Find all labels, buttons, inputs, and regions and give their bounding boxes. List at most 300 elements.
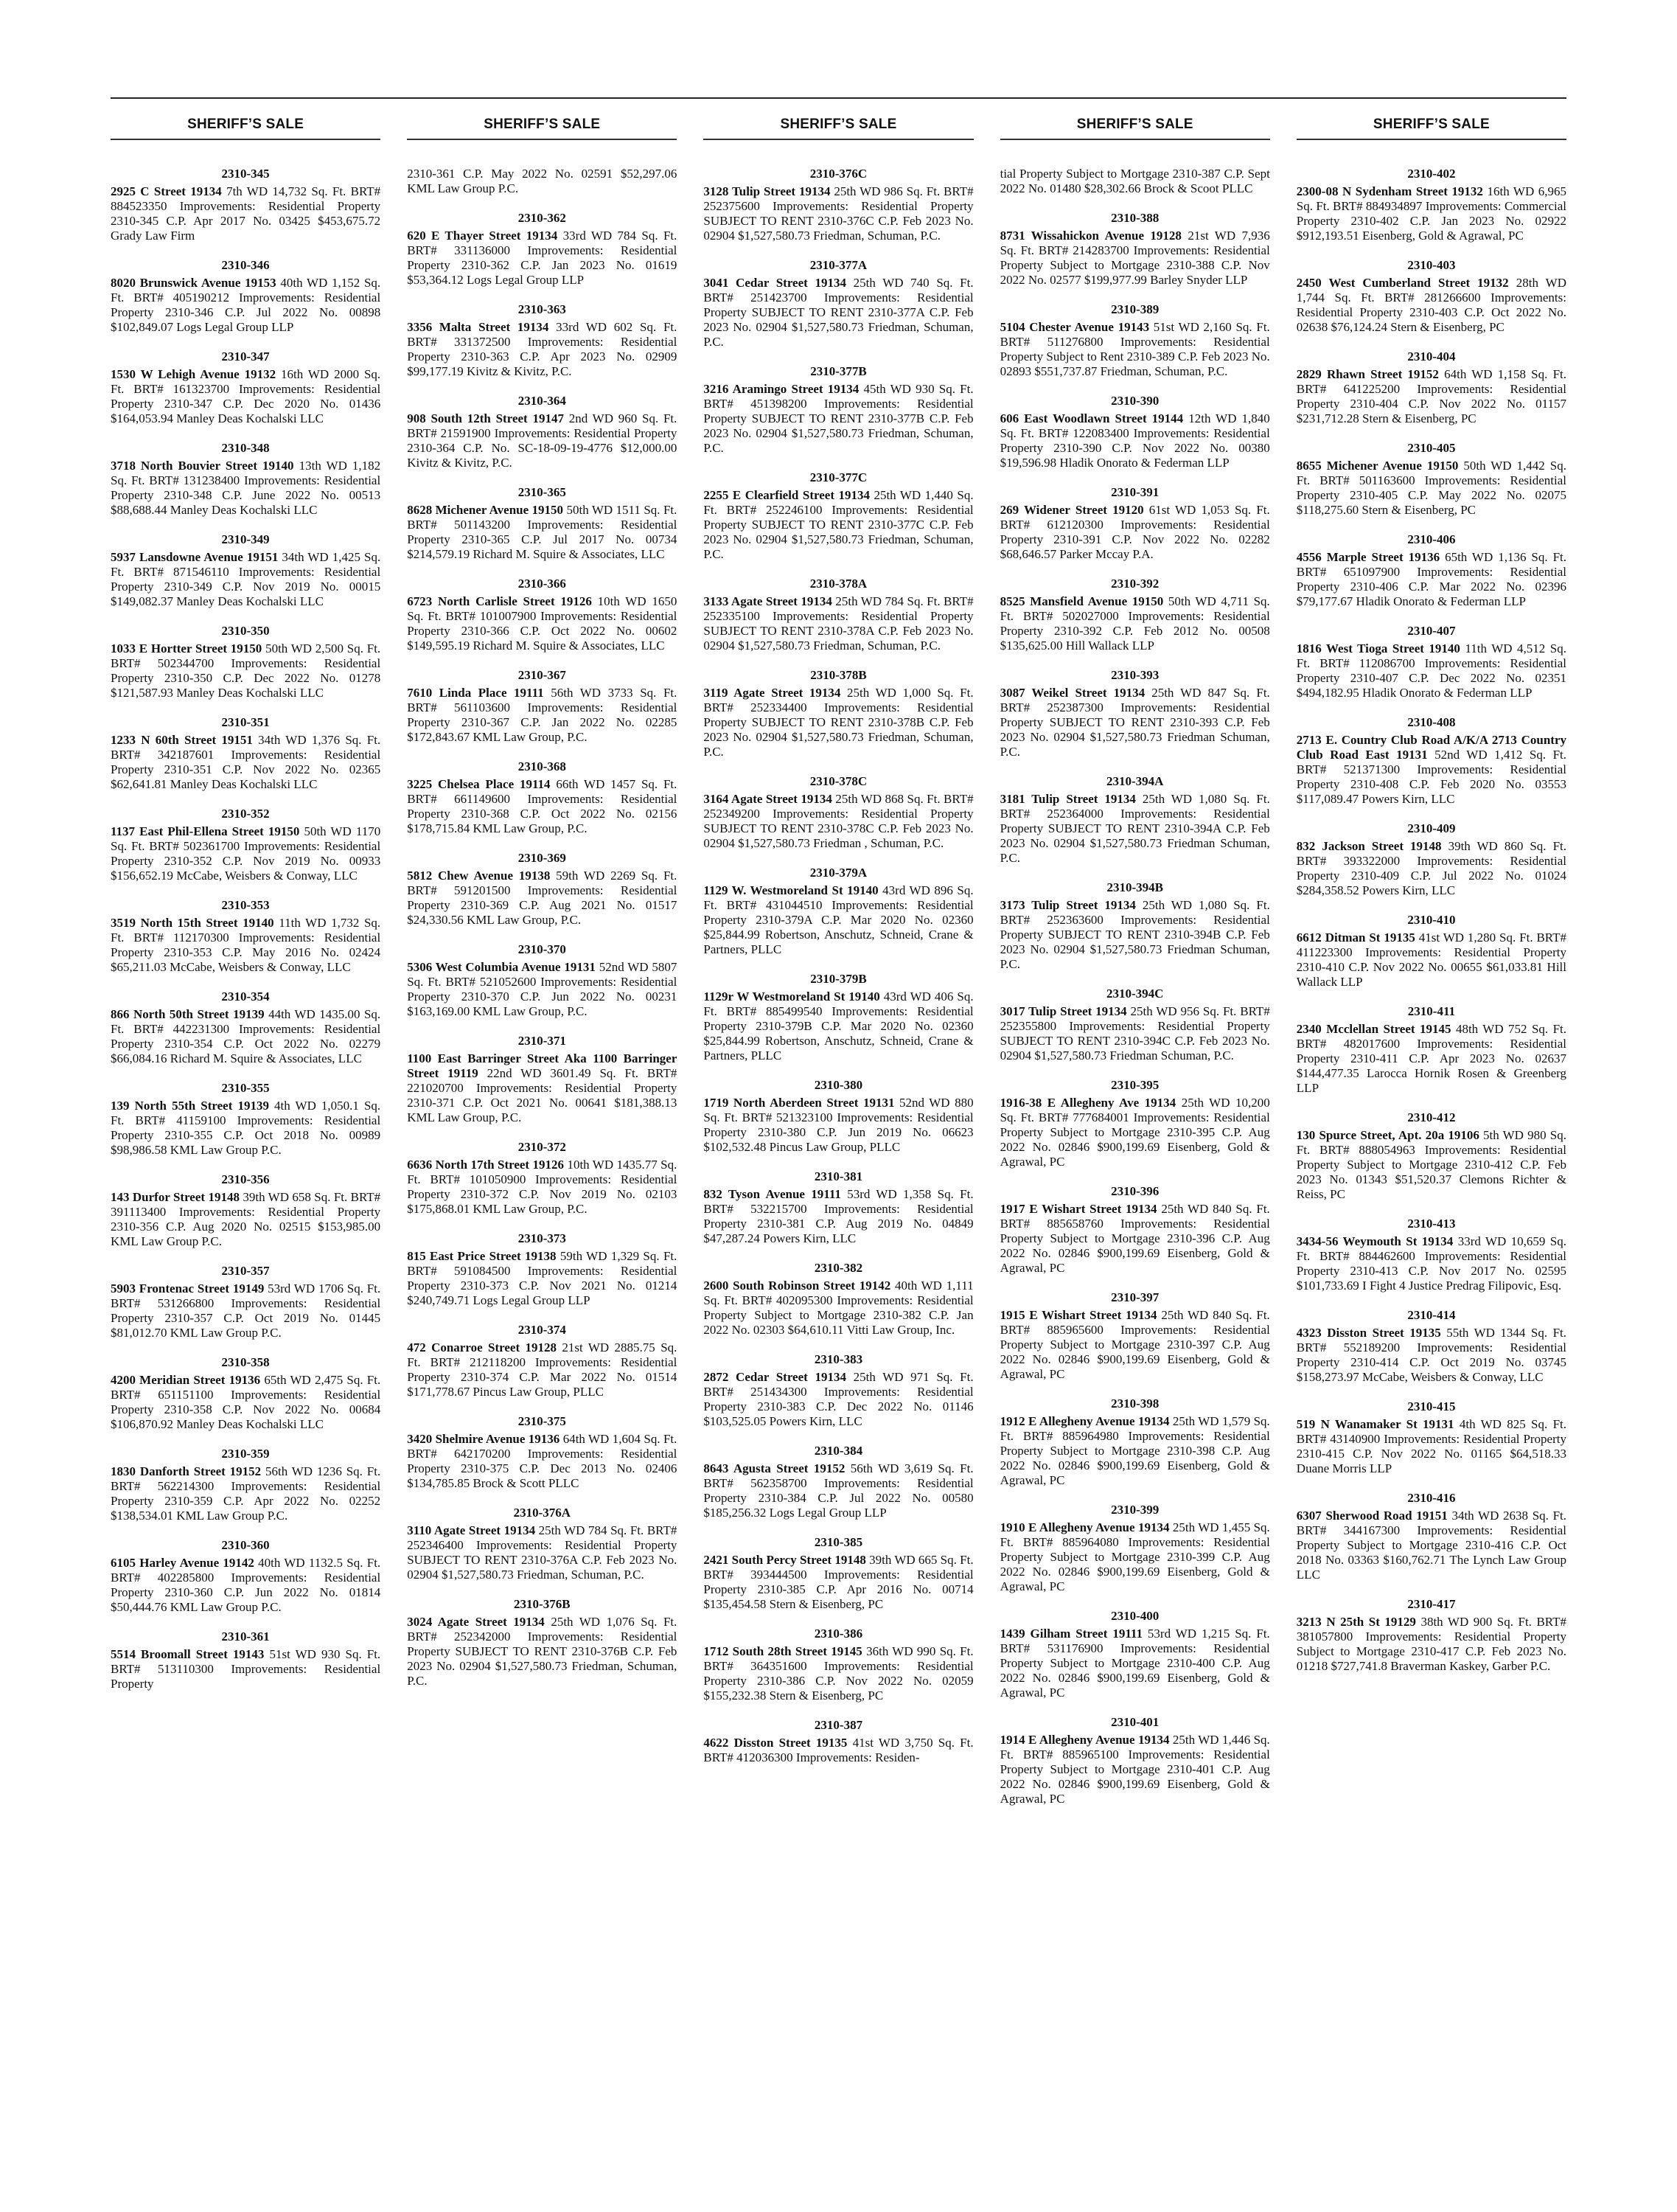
listing: [407, 1034, 677, 1125]
listing-case: 2310-358 C.P. Nov 2022 No. 00684 $106,870.92 Manley Deas Kochalski LLC: [111, 1402, 381, 1431]
column-header: SHERIFF’S SALE: [703, 111, 973, 140]
listing-body: [111, 1556, 380, 1615]
listing-body: [407, 411, 677, 470]
listing-id: 2310-358: [221, 1355, 270, 1369]
listing-id: 2310-365: [517, 485, 566, 499]
listing-body: [703, 792, 973, 851]
listing-id: 2310-409: [1407, 821, 1456, 835]
listing: [1000, 668, 1270, 759]
listing: [407, 668, 677, 745]
listing-body: [1297, 839, 1566, 898]
listing: [703, 1444, 973, 1520]
listing-details: 53rd WD 1,215 Sq. Ft. BRT# 531176900 Improvements: Residential Property Subject to Mortgage: [1000, 1627, 1270, 1670]
listing-details: 25th WD 740 Sq. Ft. BRT# 251423700 Improvements: Residential Property SUBJECT TO RENT: [703, 276, 974, 319]
listing-case: 2310-357 C.P. Oct 2019 No. 01445 $81,012.70 KML Law Group P.C.: [111, 1311, 381, 1340]
listing: [1000, 577, 1270, 653]
listing-continuation: 2310-361 C.P. May 2022 No. 02591 $52,297.06 KML Law Group P.C.: [407, 167, 677, 195]
listing-id: 2310-357: [221, 1264, 270, 1278]
listing: [111, 167, 380, 243]
listing-address: 5937 Lansdowne Avenue 19151: [111, 550, 279, 564]
listing-body: [111, 367, 380, 426]
listing-case: 2310-397 C.P. Aug 2022 No. 02846 $900,199.69 Eisenberg, Gold & Agrawal, PC: [1000, 1338, 1270, 1381]
listing-case: 2310-406 C.P. Mar 2022 No. 02396 $79,177.67 Hladik Onorato & Federman LLP: [1296, 580, 1566, 608]
listing-address: 3110 Agate Street 19134: [407, 1523, 536, 1537]
listing-details: 33rd WD 784 Sq. Ft. BRT# 331136000 Improvements: Residential Property: [407, 229, 677, 272]
listing-address: 2450 West Cumberland Street 19132: [1296, 276, 1509, 290]
listing-details: 7th WD 14,732 Sq. Ft. BRT# 884523350 Improvements: Residential Property: [111, 184, 381, 213]
listing-case: 2310-415 C.P. Nov 2022 No. 01165 $64,518.33 Duane Morris LLP: [1296, 1447, 1566, 1475]
listing-case: 2310-410 C.P. Nov 2022 No. 00655 $61,033.81 Hill Wallack LLP: [1296, 960, 1566, 989]
listing-case: 2310-408 C.P. Feb 2020 No. 03553 $117,089.47 Powers Kirn, LLC: [1296, 777, 1566, 806]
listing-case: 2310-407 C.P. Dec 2022 No. 02351 $494,182.95 Hladik Onorato & Federman LLP: [1296, 671, 1566, 700]
listing-case: 2310-394B C.P. Feb 2023 No. 02904 $1,527,580.73 Friedman Schuman, P.C.: [1000, 928, 1270, 971]
listing-body: [111, 824, 380, 883]
listing-address: 1816 West Tioga Street 19140: [1296, 641, 1460, 655]
listing-details: 10th WD 1650 Sq. Ft. BRT# 101007900 Improvements: Residential Property: [407, 594, 677, 638]
listing-id: 2310-355: [221, 1081, 270, 1095]
listing: [703, 1718, 973, 1765]
listing-id: 2310-379A: [809, 866, 868, 880]
listing-address: 5812 Chew Avenue 19138: [407, 869, 551, 883]
listing-body: [111, 733, 380, 792]
listing-address: 3087 Weikel Street 19134: [1000, 686, 1146, 700]
listing-case: 2310-401 C.P. Aug 2022 No. 02846 $900,199.69 Eisenberg, Gold & Agrawal, PC: [1000, 1762, 1270, 1806]
listing-body: [703, 594, 973, 653]
listing-case: 2310-374 C.P. Mar 2022 No. 01514 $171,778.67 Pincus Law Group, PLLC: [407, 1370, 677, 1399]
listing-address: 139 North 55th Street 19139: [111, 1099, 269, 1113]
listing-body: [407, 1249, 677, 1308]
listing-case: 2310-362 C.P. Jan 2023 No. 01619 $53,364.12 Logs Legal Group LLP: [407, 258, 677, 287]
listing-address: 3434-56 Weymouth St 19134: [1296, 1234, 1454, 1248]
listing-id: 2310-381: [814, 1169, 863, 1183]
listing-details: 53rd WD 1706 Sq. Ft. BRT# 531266800 Improvements: Residential Property: [111, 1281, 381, 1325]
column-header: SHERIFF’S SALE: [1297, 111, 1566, 140]
listing: [111, 990, 380, 1066]
listing-details: 64th WD 1,158 Sq. Ft. BRT# 641225200 Improvements: Residential Property: [1296, 367, 1566, 411]
listing-details: 56th WD 3,619 Sq. Ft. BRT# 562358700 Improvements: Residential Property: [703, 1461, 974, 1505]
listing-details: 34th WD 2638 Sq. Ft. BRT# 344167300 Improvements: Residential Property Subject to Mortgage: [1296, 1509, 1566, 1552]
listing-id: 2310-368: [517, 759, 566, 773]
listing: [703, 1535, 973, 1612]
listing-details: 16th WD 6,965 Sq. Ft. BRT# 884934897 Improvements: Commercial Property: [1296, 184, 1566, 228]
listing-details: 66th WD 1457 Sq. Ft. BRT# 661149600 Improvements: Residential Property: [407, 777, 677, 821]
listing-case: 2310-376A C.P. Feb 2023 No. 02904 $1,527,580.73 Friedman, Schuman, P.C.: [407, 1553, 677, 1582]
listing-case: 2310-386 C.P. Nov 2022 No. 02059 $155,232.38 Stern & Eisenberg, PC: [703, 1674, 974, 1703]
listing-id: 2310-388: [1111, 211, 1160, 225]
listing-details: 45th WD 930 Sq. Ft. BRT# 451398200 Improvements: Residential Property SUBJECT TO RENT: [703, 382, 974, 425]
column-header: SHERIFF’S SALE: [407, 111, 677, 140]
listing-address: 3718 North Bouvier Street 19140: [111, 459, 294, 473]
listing-case: 2310-364 C.P. No. SC-18-09-19-4776 $12,000.00 Kivitz & Kivitz, P.C.: [407, 441, 677, 470]
listing-details: 22nd WD 3601.49 Sq. Ft. BRT# 221020700 Improvements: Residential Property: [407, 1066, 677, 1095]
listing-address: 6636 North 17th Street 19126: [407, 1158, 565, 1172]
listing-address: 908 South 12th Street 19147: [407, 411, 564, 425]
listing-details: 25th WD 1,080 Sq. Ft. BRT# 252363600 Improvements: Residential Property SUBJECT TO RENT: [1000, 898, 1270, 942]
listing-case: 2310-414 C.P. Oct 2019 No. 03745 $158,273.97 McCabe, Weisbers & Conway, LLC: [1296, 1355, 1566, 1384]
listing-case: 2310-417 C.P. Feb 2023 No. 01218 $727,741.8 Braverman Kaskey, Garber P.C.: [1296, 1644, 1566, 1673]
listing-details: 56th WD 1236 Sq. Ft. BRT# 562214300 Improvements: Residential Property: [111, 1464, 381, 1508]
listing-address: 3519 North 15th Street 19140: [111, 916, 274, 930]
listing-address: 3119 Agate Street 19134: [703, 686, 841, 700]
listing: [1000, 774, 1270, 866]
listing-case: 2310-376B C.P. Feb 2023 No. 02904 $1,527,580.73 Friedman, Schuman, P.C.: [407, 1644, 677, 1688]
listing-address: 815 East Price Street 19138: [407, 1249, 557, 1263]
listing-details: 50th WD 1170 Sq. Ft. BRT# 502361700 Improvements: Residential Property: [111, 824, 381, 868]
listing-details: 65th WD 2,475 Sq. Ft. BRT# 651151100 Improvements: Residential Property: [111, 1373, 381, 1416]
listing-id: 2310-408: [1407, 715, 1456, 729]
listing-body: [703, 488, 973, 562]
listing: [1297, 1399, 1566, 1476]
listing: [407, 302, 677, 379]
listing: [1000, 1184, 1270, 1276]
listing-address: 6105 Harley Avenue 19142: [111, 1556, 254, 1570]
listing-details: 25th WD 784 Sq. Ft. BRT# 252346400 Improvements: Residential Property SUBJECT TO RENT: [407, 1523, 677, 1567]
listing-details: 43rd WD 406 Sq. Ft. BRT# 885499540 Improvements: Residential Property: [703, 990, 974, 1033]
listing-case: 2310-363 C.P. Apr 2023 No. 02909 $99,177.19 Kivitz & Kivitz, P.C.: [407, 349, 677, 378]
listing-id: 2310-407: [1407, 624, 1456, 638]
listing: [703, 258, 973, 349]
top-rule: [111, 97, 1566, 99]
listing-details: 65th WD 1,136 Sq. Ft. BRT# 651097900 Improvements: Residential Property: [1296, 550, 1566, 594]
listing-id: 2310-412: [1407, 1110, 1456, 1124]
listing-id: 2310-392: [1111, 577, 1160, 591]
listing-address: 3420 Shelmire Avenue 19136: [407, 1432, 560, 1446]
listing-body: [111, 1373, 380, 1432]
listing-address: 5306 West Columbia Avenue 19131: [407, 960, 596, 974]
listing-id: 2310-414: [1407, 1308, 1456, 1322]
listing-details: 40th WD 1,152 Sq. Ft. BRT# 405190212 Improvements: Residential Property: [111, 276, 381, 319]
listing-details: 55th WD 1344 Sq. Ft. BRT# 552189200 Improvements: Residential Property: [1296, 1326, 1566, 1369]
listing-address: 130 Spurce Street, Apt. 20a 19106: [1296, 1128, 1479, 1142]
listing: [1297, 913, 1566, 990]
listing-body: [111, 459, 380, 518]
listing-body: [111, 550, 380, 609]
listing: [703, 167, 973, 243]
listing-address: 3017 Tulip Street 19134: [1000, 1004, 1127, 1018]
listing-address: 1129r W Westmoreland St 19140: [703, 990, 880, 1004]
listing-case: 2310-398 C.P. Aug 2022 No. 02846 $900,199.69 Eisenberg, Gold & Agrawal, PC: [1000, 1444, 1270, 1487]
column-header: SHERIFF’S SALE: [111, 111, 380, 140]
listing-body: [1000, 792, 1270, 866]
listing-address: 1915 E Wishart Street 19134: [1000, 1308, 1157, 1322]
listing-address: 866 North 50th Street 19139: [111, 1007, 265, 1021]
listing: [703, 866, 973, 957]
listing-details: 39th WD 665 Sq. Ft. BRT# 393444500 Improvements: Residential Property: [703, 1553, 974, 1596]
listing-address: 3128 Tulip Street 19134: [703, 184, 831, 198]
listing-details: 25th WD 1,000 Sq. Ft. BRT# 252334400 Improvements: Residential Property SUBJECT TO RENT: [703, 686, 974, 729]
listing-case: 2310-353 C.P. May 2016 No. 02424 $65,211.03 McCabe, Weisbers & Conway, LLC: [111, 945, 381, 974]
listing: [1297, 258, 1566, 335]
listing-address: 1137 East Phil-Ellena Street 19150: [111, 824, 300, 838]
listing-body: [1000, 1308, 1270, 1382]
listing-id: 2310-376B: [514, 1597, 571, 1611]
listing: [407, 577, 677, 653]
listing-case: 2310-379B C.P. Mar 2020 No. 02360 $25,844.99 Robertson, Anschutz, Schneid, Crane & Partners, PLLC: [703, 1019, 974, 1062]
listing-details: 11th WD 1,732 Sq. Ft. BRT# 112170300 Improvements: Residential Property: [111, 916, 381, 959]
column-2: [407, 111, 677, 2190]
listing-id: 2310-369: [517, 851, 566, 865]
listing-id: 2310-395: [1111, 1078, 1160, 1092]
column-5: [1297, 111, 1566, 2190]
listing-case: 2310-403 C.P. Oct 2022 No. 02638 $76,124.24 Stern & Eisenberg, PC: [1296, 305, 1566, 334]
listing-case: 2310-390 C.P. Nov 2022 No. 00380 $19,596.98 Hladik Onorato & Federman LLP: [1000, 441, 1270, 470]
listing-address: 4556 Marple Street 19136: [1296, 550, 1440, 564]
listing-id: 2310-377A: [809, 258, 868, 272]
listing-case: 2310-389 C.P. Feb 2023 No. 02893 $551,737.87 Friedman, Schuman, P.C.: [1000, 349, 1270, 378]
listing-address: 1916-38 E Allegheny Ave 19134: [1000, 1096, 1176, 1110]
listing-details: 25th WD 986 Sq. Ft. BRT# 252375600 Improvements: Residential Property SUBJECT TO RENT: [703, 184, 974, 228]
listing-details: 51st WD 930 Sq. Ft. BRT# 513110300 Improvements: Residential Property: [111, 1647, 381, 1691]
listing-id: 2310-417: [1407, 1597, 1456, 1611]
listing-body: [1297, 459, 1566, 518]
listing-address: 6612 Ditman St 19135: [1296, 931, 1415, 945]
listing-case: 2310-372 C.P. Nov 2019 No. 02103 $175,868.01 KML Law Group, P.C.: [407, 1187, 677, 1216]
listing: [407, 394, 677, 470]
listing: [1297, 441, 1566, 518]
listing-case: 2310-394A C.P. Feb 2023 No. 02904 $1,527,580.73 Friedman Schuman, P.C.: [1000, 821, 1270, 865]
listing-body: [703, 1461, 973, 1520]
listing: [1000, 987, 1270, 1063]
listing: [111, 624, 380, 700]
listing-address: 1530 W Lehigh Avenue 19132: [111, 367, 276, 381]
listing-body: [1297, 550, 1566, 609]
listing-details: 34th WD 1,376 Sq. Ft. BRT# 342187601 Improvements: Residential Property: [111, 733, 381, 776]
listing-body: [1000, 898, 1270, 972]
listing-details: 40th WD 1,111 Sq. Ft. BRT# 402095300 Improvements: Residential Property Subject to Mortgage: [703, 1279, 974, 1322]
listing-case: 2310-378B C.P. Feb 2023 No. 02904 $1,527,580.73 Friedman, Schuman, P.C.: [703, 715, 974, 759]
listing-body: [703, 1370, 973, 1429]
listing-details: 25th WD 1,076 Sq. Ft. BRT# 252342000 Improvements: Residential Property SUBJECT TO RENT: [407, 1615, 677, 1658]
listing-details: 50th WD 4,711 Sq. Ft. BRT# 502027000 Improvements: Residential Property: [1000, 594, 1270, 638]
listing-id: 2310-387: [814, 1718, 863, 1732]
listing-body: [1297, 1615, 1566, 1674]
listing: [111, 258, 380, 335]
listing-case: 2310-409 C.P. Jul 2022 No. 01024 $284,358.52 Powers Kirn, LLC: [1296, 869, 1566, 897]
listing-body: [407, 686, 677, 745]
listing-case: 2310-413 C.P. Nov 2017 No. 02595 $101,733.69 I Fight 4 Justice Predrag Filipovic, Esq.: [1296, 1264, 1566, 1293]
listing-address: 620 E Thayer Street 19134: [407, 229, 558, 243]
listing-address: 3024 Agate Street 19134: [407, 1615, 545, 1629]
listing-address: 2829 Rhawn Street 19152: [1296, 367, 1439, 381]
listing: [407, 1323, 677, 1399]
listing-address: 832 Tyson Avenue 19111: [703, 1187, 841, 1201]
listing-details: 12th WD 1,840 Sq. Ft. BRT# 122083400 Improvements: Residential Property: [1000, 411, 1270, 455]
listing-id: 2310-378A: [809, 577, 868, 591]
listing-details: 25th WD 840 Sq. Ft. BRT# 885658760 Improvements: Residential Property Subject to Mortgage: [1000, 1202, 1270, 1245]
listing-case: 2310-405 C.P. May 2022 No. 02075 $118,275.60 Stern & Eisenberg, PC: [1296, 488, 1566, 517]
listing-case: 2310-369 C.P. Aug 2021 No. 01517 $24,330.56 KML Law Group, P.C.: [407, 898, 677, 927]
listing: [1297, 1004, 1566, 1096]
listing-id: 2310-370: [517, 942, 566, 956]
listing-case: 2310-392 C.P. Feb 2012 No. 00508 $135,625.00 Hill Wallack LLP: [1000, 624, 1270, 653]
listing-id: 2310-393: [1111, 668, 1160, 682]
listing-body: [111, 1190, 380, 1249]
listing-id: 2310-410: [1407, 913, 1456, 927]
listing-body: [1000, 1733, 1270, 1806]
listing-details: 59th WD 2269 Sq. Ft. BRT# 591201500 Improvements: Residential Property: [407, 869, 677, 912]
listing-body: [1000, 503, 1270, 562]
listing-id: 2310-359: [221, 1447, 270, 1461]
listing-case: 2310-396 C.P. Aug 2022 No. 02846 $900,199.69 Eisenberg, Gold & Agrawal, PC: [1000, 1231, 1270, 1275]
listing: [407, 942, 677, 1019]
listing-id: 2310-378B: [810, 668, 867, 682]
listing-case: 2310-404 C.P. Nov 2022 No. 01157 $231,712.28 Stern & Eisenberg, PC: [1296, 397, 1566, 425]
listing-body: [1000, 229, 1270, 288]
listing-details: 25th WD 784 Sq. Ft. BRT# 252335100 Improvements: Residential Property SUBJECT TO RENT: [703, 594, 974, 638]
listing-case: 2310-355 C.P. Oct 2018 No. 00989 $98,986.58 KML Law Group P.C.: [111, 1128, 381, 1157]
listing: [407, 211, 677, 288]
listing-case: 2310-394C C.P. Feb 2023 No. 02904 $1,527,580.73 Friedman Schuman, P.C.: [1000, 1034, 1270, 1062]
listing-address: 2421 South Percy Street 19148: [703, 1553, 866, 1567]
listing-id: 2310-399: [1111, 1503, 1160, 1517]
listing-address: 3216 Aramingo Street 19134: [703, 382, 860, 396]
listing-case: 2310-412 C.P. Feb 2023 No. 01343 $51,520.37 Clemons Richter & Reiss, PC: [1296, 1158, 1566, 1201]
listing-details: 53rd WD 1,358 Sq. Ft. BRT# 532215700 Improvements: Residential Property: [703, 1187, 974, 1231]
listing: [1000, 485, 1270, 562]
listing-body: [703, 1279, 973, 1338]
listing-id: 2310-376A: [513, 1506, 571, 1520]
listing-address: 2255 E Clearfield Street 19134: [703, 488, 870, 502]
listing-id: 2310-361: [221, 1630, 270, 1644]
listing: [703, 972, 973, 1063]
listing-id: 2310-351: [221, 715, 270, 729]
listing-id: 2310-383: [814, 1352, 863, 1366]
listing: [407, 1597, 677, 1688]
listing-address: 606 East Woodlawn Street 19144: [1000, 411, 1184, 425]
listing-body: [407, 777, 677, 836]
listing-case: 2310-351 C.P. Nov 2022 No. 02365 $62,641.81 Manley Deas Kochalski LLC: [111, 762, 381, 791]
listing-details: 40th WD 1132.5 Sq. Ft. BRT# 402285800 Improvements: Residential Property: [111, 1556, 381, 1599]
listing: [407, 1506, 677, 1582]
listing-case: 2310-388 C.P. Nov 2022 No. 02577 $199,977.99 Barley Snyder LLP: [1000, 258, 1270, 287]
listing-body: [1297, 1022, 1566, 1096]
listing-id: 2310-411: [1407, 1004, 1456, 1018]
listing: [703, 668, 973, 759]
listing-case: 2310-365 C.P. Jul 2017 No. 00734 $214,579.19 Richard M. Squire & Associates, LLC: [407, 532, 677, 561]
listing-body: [407, 869, 677, 928]
listing-address: 6723 North Carlisle Street 19126: [407, 594, 592, 608]
listing-body: [407, 960, 677, 1019]
listing: [111, 1264, 380, 1340]
listing: [703, 470, 973, 562]
listing-body: [111, 1464, 380, 1523]
listing-body: [1297, 1509, 1566, 1582]
listing: [703, 364, 973, 456]
listing-body: [703, 382, 973, 456]
listing-details: 4th WD 1,050.1 Sq. Ft. BRT# 41159100 Improvements: Residential Property: [111, 1099, 381, 1142]
listing-case: 2310-349 C.P. Nov 2019 No. 00015 $149,082.37 Manley Deas Kochalski LLC: [111, 580, 381, 608]
listing-id: 2310-394C: [1106, 987, 1164, 1001]
listing-address: 1439 Gilham Street 19111: [1000, 1627, 1143, 1641]
listing-details: 11th WD 4,512 Sq. Ft. BRT# 112086700 Improvements: Residential Property: [1296, 641, 1566, 685]
listing: [111, 349, 380, 426]
listing-body: [1297, 931, 1566, 990]
listing-address: 1129 W. Westmoreland St 19140: [703, 883, 879, 897]
listing-details: 48th WD 752 Sq. Ft. BRT# 482017600 Improvements: Residential Property: [1296, 1022, 1566, 1065]
listing-body: [407, 1051, 677, 1125]
listing: [1297, 1217, 1566, 1293]
listing-details: 25th WD 847 Sq. Ft. BRT# 252387300 Improvements: Residential Property SUBJECT TO RENT: [1000, 686, 1270, 729]
listing: [1297, 349, 1566, 426]
listing-id: 2310-379B: [810, 972, 867, 986]
listing-id: 2310-373: [517, 1231, 566, 1245]
listing-case: 2310-381 C.P. Aug 2019 No. 04849 $47,287.24 Powers Kirn, LLC: [703, 1217, 974, 1245]
listing-address: 472 Conarroe Street 19128: [407, 1340, 557, 1354]
listing-case: 2310-346 C.P. Jul 2022 No. 00898 $102,849.07 Logs Legal Group LLP: [111, 305, 381, 334]
listing: [703, 1261, 973, 1338]
listing-body: [1297, 184, 1566, 243]
listing-address: 1233 N 60th Street 19151: [111, 733, 253, 747]
listing-id: 2310-378C: [809, 774, 868, 788]
listing-body: [407, 1523, 677, 1582]
column-4: [1000, 111, 1270, 2190]
listing-body: [407, 1340, 677, 1399]
listing-address: 143 Durfor Street 19148: [111, 1190, 240, 1204]
listing: [703, 1627, 973, 1703]
listing-case: 2310-416 C.P. Oct 2018 No. 03363 $160,762.71 The Lynch Law Group LLC: [1296, 1538, 1566, 1582]
listing-id: 2310-349: [221, 532, 270, 546]
listing-case: 2310-354 C.P. Oct 2022 No. 02279 $66,084.16 Richard M. Squire & Associates, LLC: [111, 1037, 381, 1065]
listing-details: 44th WD 1435.00 Sq. Ft. BRT# 442231300 Improvements: Residential Property: [111, 1007, 381, 1051]
listing-body: [1297, 1128, 1566, 1202]
listing-id: 2310-400: [1111, 1609, 1160, 1623]
listing-body: [703, 1644, 973, 1703]
listing-case: 2310-384 C.P. Jul 2022 No. 00580 $185,256.32 Logs Legal Group LLP: [703, 1491, 974, 1520]
listing-id: 2310-372: [517, 1140, 566, 1154]
listing-body: [1000, 411, 1270, 470]
listing-address: 2872 Cedar Street 19134: [703, 1370, 846, 1384]
listing-body: [1000, 1520, 1270, 1594]
listing-address: 519 N Wanamaker St 19131: [1296, 1417, 1454, 1431]
listing-address: 8628 Michener Avenue 19150: [407, 503, 564, 517]
listing-address: 5514 Broomall Street 19143: [111, 1647, 265, 1661]
listing-details: 38th WD 900 Sq. Ft. BRT# 381057800 Improvements: Residential Property Subject to Mortgage: [1296, 1615, 1566, 1658]
listing-id: 2310-353: [221, 898, 270, 912]
listing-id: 2310-354: [221, 990, 270, 1004]
listing-id: 2310-377C: [809, 470, 868, 484]
listing-body: [703, 686, 973, 759]
listing-address: 3164 Agate Street 19134: [703, 792, 832, 806]
listing-body: [1297, 276, 1566, 335]
listing-case: 2310-348 C.P. June 2022 No. 00513 $88,688.44 Manley Deas Kochalski LLC: [111, 488, 381, 517]
listing-case: 2310-395 C.P. Aug 2022 No. 02846 $900,199.69 Eisenberg, Gold & Agrawal, PC: [1000, 1125, 1270, 1169]
listing: [111, 532, 380, 609]
listing-id: 2310-394B: [1106, 880, 1163, 894]
listing-address: 1910 E Allegheny Avenue 19134: [1000, 1520, 1170, 1534]
listing-details: 25th WD 1,455 Sq. Ft. BRT# 885964080 Improvements: Residential Property Subject to Mortgage: [1000, 1520, 1270, 1564]
listing-body: [1000, 594, 1270, 653]
listing-details: 25th WD 1,440 Sq. Ft. BRT# 252246100 Improvements: Residential Property SUBJECT TO RENT: [703, 488, 974, 532]
listing-body: [407, 1432, 677, 1491]
listing-case: 2310-373 C.P. Nov 2021 No. 01214 $240,749.71 Logs Legal Group LLP: [407, 1279, 677, 1307]
listing-details: 25th WD 971 Sq. Ft. BRT# 251434300 Improvements: Residential Property: [703, 1370, 974, 1413]
listing: [111, 807, 380, 883]
listing-case: 2310-391 C.P. Nov 2022 No. 02282 $68,646.57 Parker Mccay P.A.: [1000, 532, 1270, 561]
listing-address: 3173 Tulip Street 19134: [1000, 898, 1136, 912]
listing-case: 2310-393 C.P. Feb 2023 No. 02904 $1,527,580.73 Friedman Schuman, P.C.: [1000, 715, 1270, 759]
listing-address: 8643 Agusta Street 19152: [703, 1461, 846, 1475]
listing-address: 1100 East Barringer Street Aka 1100 Barringer Street 19119: [407, 1051, 677, 1080]
listing-id: 2310-416: [1407, 1491, 1456, 1505]
listing-case: 2310-375 C.P. Dec 2013 No. 02406 $134,785.85 Brock & Scott PLLC: [407, 1461, 677, 1490]
listing-body: [111, 276, 380, 335]
listing-details: 28th WD 1,744 Sq. Ft. BRT# 281266600 Improvements: Residential Property: [1296, 276, 1566, 319]
listing-address: 4622 Disston Street 19135: [703, 1736, 848, 1750]
listing-id: 2310-402: [1407, 167, 1456, 181]
listing-id: 2310-346: [221, 258, 270, 272]
listing: [1297, 532, 1566, 609]
listing-address: 3213 N 25th St 19129: [1296, 1615, 1416, 1629]
